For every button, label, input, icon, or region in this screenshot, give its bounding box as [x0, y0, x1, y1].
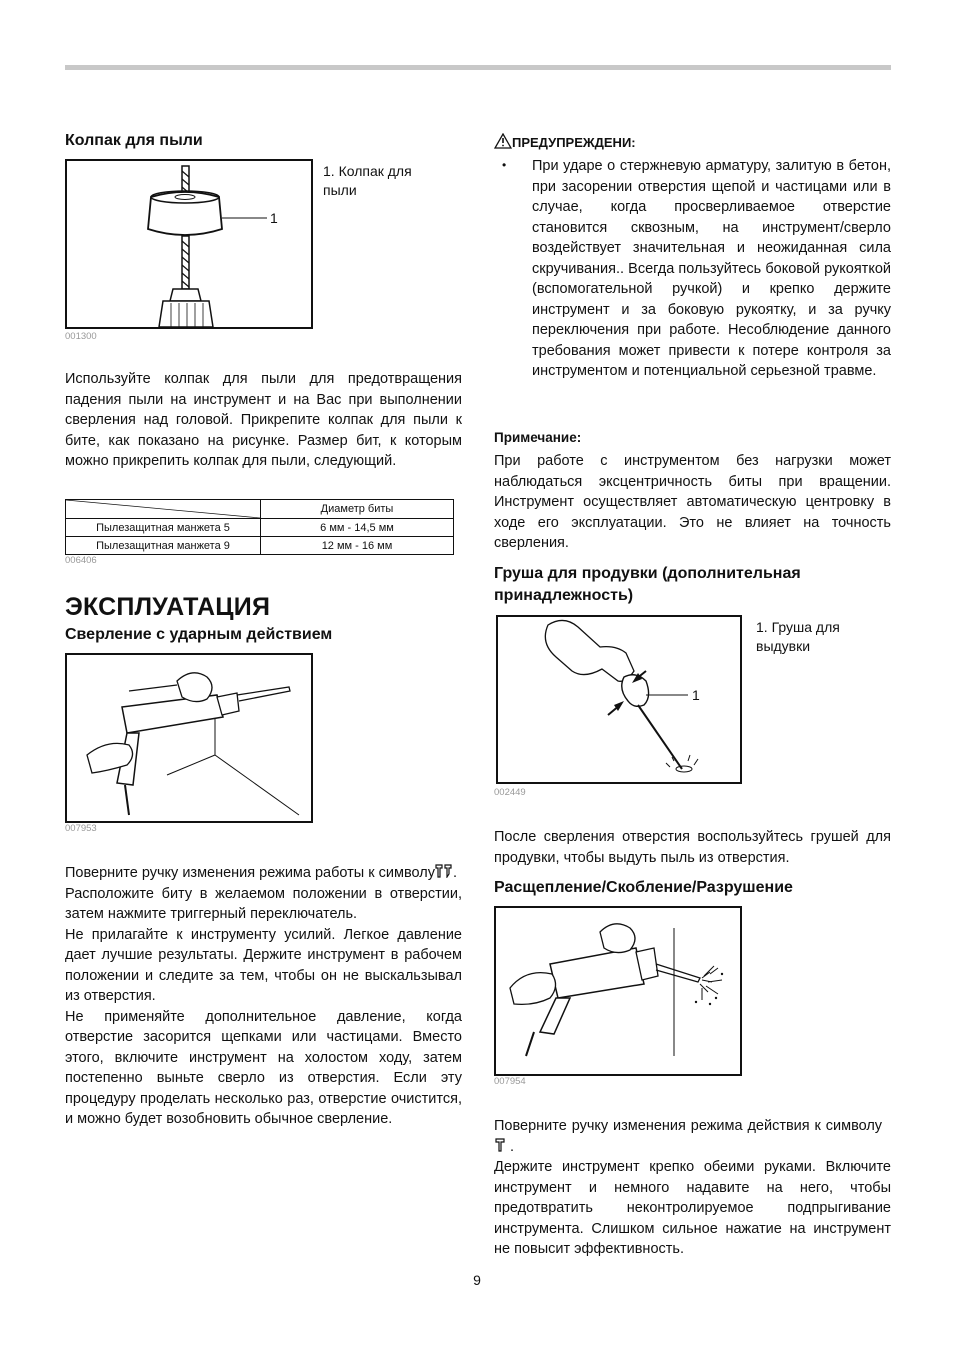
chipping-heading: Расщепление/Скобление/Разрушение — [494, 879, 793, 896]
hammer-drill-illustration — [67, 655, 311, 821]
chipping-illustration — [496, 908, 740, 1074]
hammer-drilling-p1 — [65, 863, 462, 884]
page-number: 9 — [473, 1272, 481, 1288]
table-cell-value: 6 мм - 14,5 мм — [261, 519, 454, 537]
hammer-drilling-p1-text: Поверните ручку изменения режима работы к символу — [65, 865, 435, 881]
chipping-figure — [494, 906, 742, 1076]
blow-bulb-label-number: 1 — [692, 687, 700, 703]
dust-cap-callout: 1. Колпак для пыли — [323, 163, 412, 198]
warning-block — [494, 156, 891, 382]
section-title: ЭКСПЛУАТАЦИЯ — [65, 593, 271, 621]
hammer-drilling-text — [65, 863, 462, 1130]
chipping-p1-end: . — [510, 1138, 515, 1155]
blow-bulb-figure — [496, 615, 742, 784]
hammer-drilling-figure-code: 007953 — [65, 823, 97, 834]
dust-cap-text: Используйте колпак для пыли для предотвращения падения пыли на инструмент и на Вас при выполнении сверления над головой. Прикрепите колпак для пыли к бите, как показано на рисунке. Размер бит, к которым можно прикрепить колпак для пыли, следующий. — [65, 371, 462, 469]
dust-cap-figure — [65, 159, 313, 329]
hammer-drilling-figure — [65, 653, 313, 823]
warning-title-row — [494, 133, 636, 150]
table-code: 006406 — [65, 555, 97, 566]
table-cell-name: Пылезащитная манжета 9 — [66, 537, 261, 555]
top-rule — [65, 65, 891, 70]
hammer-drilling-p1-end: . — [452, 865, 457, 881]
dust-cap-figure-code: 001300 — [65, 331, 97, 342]
note-title: Примечание: — [494, 430, 582, 445]
chipping-p1 — [494, 1116, 891, 1157]
hammer-drilling-p4: Не применяйте дополнительное давление, когда отверстие засорится щепками или частицами. Вместо этого, включите инструмент на холостом ходу, затем постепенно выньте сверло из отверстия. Если эту процедуру проделать несколько раз, отверстие очистится, и можно будет возобновить обычное сверление. — [65, 1008, 462, 1127]
dust-cap-label-number: 1 — [270, 210, 278, 226]
dust-cap-illustration — [67, 161, 311, 327]
hammer-drilling-heading: Сверление с ударным действием — [65, 626, 333, 643]
warning-text: При ударе о стержневую арматуру, залитую в бетон, при засорении отверстия щепой и частицами или в случае, когда просверливаемое отверстие становится сквозным, на инструмент/сверло воздействует значительная и неожиданная сила скручивания.. Всегда пользуйтесь боковой рукояткой (вспомогательной ручкой) и крепко держите инструмент и за боковую рукоятку, и за ручку переключения при работе. Несоблюдение данного требования может привести к потере контроля за инструментом и потенциальной серьезной травме. — [532, 158, 891, 379]
table-cell-name: Пылезащитная манжета 5 — [66, 519, 261, 537]
hammer-only-mode-icon — [494, 1138, 506, 1152]
hammer-drilling-p3: Не прилагайте к инструменту усилий. Легкое давление дает лучшие результаты. Держите инструмент в рабочем положении и следите за тем, чтобы он не выскальзывал из отверстия. — [65, 926, 462, 1004]
table-cell-value: 12 мм - 16 мм — [261, 537, 454, 555]
hammer-drilling-p2: Расположите биту в желаемом положении в отверстии, затем нажмите триггерный переключатель. — [65, 885, 462, 922]
table-header-row — [66, 500, 454, 519]
chipping-p2: Держите инструмент крепко обеими руками. Включите инструмент и немного надавите на него, чтобы предотвратить неконтролируемое подпрыгивание инструмента. Слишком сильное нажатие на инструмент не повысит эффективность. — [494, 1159, 891, 1257]
blow-bulb-callout: 1. Груша для выдувки — [756, 619, 840, 654]
chipping-figure-code: 007954 — [494, 1076, 526, 1087]
warning-title: ПРЕДУПРЕЖДЕНИ: — [512, 135, 636, 150]
table-row — [66, 519, 454, 537]
diagonal-line — [66, 500, 260, 518]
table-corner-cell — [66, 500, 261, 519]
chipping-p1-text: Поверните ручку изменения режима действия к символу — [494, 1118, 883, 1134]
blow-bulb-text: После сверления отверстия воспользуйтесь грушей для продувки, чтобы выдуть пыль из отверстия. — [494, 829, 891, 866]
table-row — [66, 537, 454, 555]
blow-bulb-illustration — [498, 617, 740, 782]
note-text: При работе с инструментом без нагрузки может наблюдаться эксцентричность биты при вращении. Инструмент осуществляет автоматическую центровку в ходе его эксплуатации. Это не влияет на точность сверления. — [494, 453, 891, 551]
warning-triangle-icon — [494, 133, 512, 149]
warning-bullet: • — [502, 158, 507, 172]
hammer-drill-mode-icon — [435, 864, 453, 878]
table-header-diameter: Диаметр биты — [261, 500, 454, 519]
blow-bulb-heading: Груша для продувки (дополнительная принадлежность) — [494, 565, 801, 604]
bit-size-table — [65, 499, 454, 555]
blow-bulb-figure-code: 002449 — [494, 787, 526, 798]
dust-cap-heading: Колпак для пыли — [65, 132, 203, 149]
chipping-text — [494, 1116, 891, 1260]
